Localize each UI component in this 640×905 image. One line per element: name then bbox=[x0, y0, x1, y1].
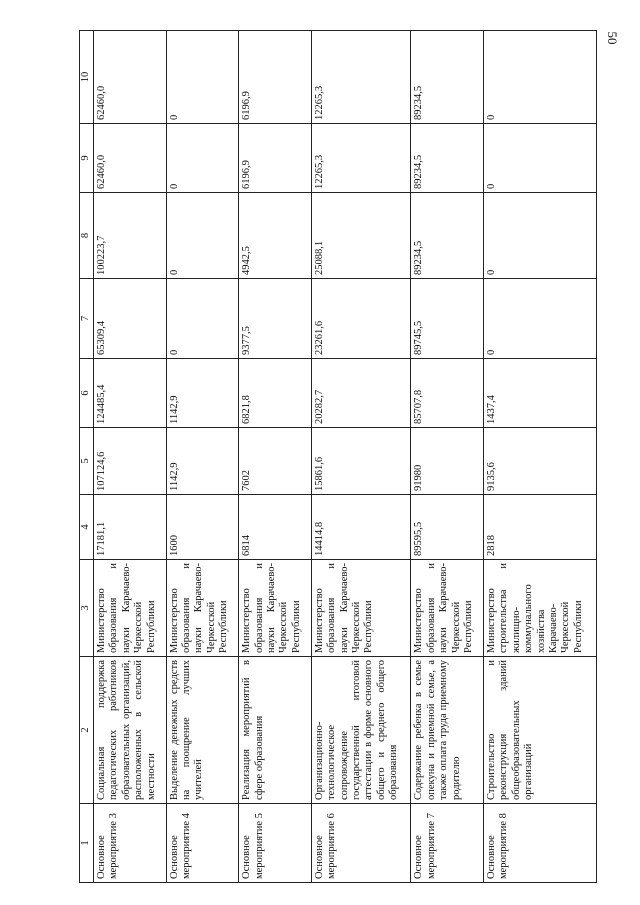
value-cell-col6: 1142,9 bbox=[166, 359, 239, 428]
value-cell-col5: 7602 bbox=[239, 428, 312, 495]
table-container bbox=[79, 31, 597, 883]
data-table bbox=[79, 30, 597, 883]
col-header-4: 4 bbox=[80, 495, 94, 560]
activity-name-cell: Основное мероприятие 3 bbox=[94, 804, 167, 883]
header-row bbox=[80, 31, 94, 883]
value-cell-col10: 0 bbox=[484, 31, 597, 124]
value-cell-col5: 9135,6 bbox=[484, 428, 597, 495]
table-row bbox=[484, 31, 597, 883]
responsible-executor-cell: Министерство образования и науки Карачаево-Черкесской Республики bbox=[311, 560, 411, 657]
value-cell-col9: 89234,5 bbox=[411, 124, 484, 193]
value-cell-col4: 2818 bbox=[484, 495, 597, 560]
col-header-8: 8 bbox=[80, 193, 94, 279]
col-header-6: 6 bbox=[80, 359, 94, 428]
page-number: 50 bbox=[605, 31, 620, 45]
value-cell-col8: 25088,1 bbox=[311, 193, 411, 279]
value-cell-col10: 6196,9 bbox=[239, 31, 312, 124]
value-cell-col7: 23261,6 bbox=[311, 279, 411, 359]
value-cell-col8: 89234,5 bbox=[411, 193, 484, 279]
responsible-executor-cell: Министерство строительства и жилищно-коммунального хозяйства Карачаево-Черкесской Республики bbox=[484, 560, 597, 657]
activity-description-cell: Организационно-технологическое сопровождение государственной итоговой аттестации в форме основного общего и среднего общего образования bbox=[311, 657, 411, 804]
table-row bbox=[166, 31, 239, 883]
table-row bbox=[311, 31, 411, 883]
value-cell-col5: 15861,6 bbox=[311, 428, 411, 495]
activity-description-cell: Выделение денежных средств на поощрение лучших учителей bbox=[166, 657, 239, 804]
rotated-table-frame bbox=[79, 31, 597, 883]
value-cell-col5: 1142,9 bbox=[166, 428, 239, 495]
value-cell-col7: 9377,5 bbox=[239, 279, 312, 359]
value-cell-col4: 6814 bbox=[239, 495, 312, 560]
value-cell-col10: 0 bbox=[166, 31, 239, 124]
activity-name-cell: Основное мероприятие 6 bbox=[311, 804, 411, 883]
value-cell-col6: 85707,8 bbox=[411, 359, 484, 428]
col-header-3: 3 bbox=[80, 560, 94, 657]
col-header-5: 5 bbox=[80, 428, 94, 495]
value-cell-col9: 62460,0 bbox=[94, 124, 167, 193]
col-header-1: 1 bbox=[80, 804, 94, 883]
table-row bbox=[411, 31, 484, 883]
value-cell-col7: 0 bbox=[166, 279, 239, 359]
activity-description-cell: Социальная поддержка педагогических работников образовательных организаций, расположенных в сельской местности bbox=[94, 657, 167, 804]
col-header-2: 2 bbox=[80, 657, 94, 804]
col-header-9: 9 bbox=[80, 124, 94, 193]
value-cell-col5: 107124,6 bbox=[94, 428, 167, 495]
value-cell-col6: 6821,8 bbox=[239, 359, 312, 428]
value-cell-col6: 124485,4 bbox=[94, 359, 167, 428]
value-cell-col8: 0 bbox=[484, 193, 597, 279]
activity-name-cell: Основное мероприятие 8 bbox=[484, 804, 597, 883]
table-row bbox=[94, 31, 167, 883]
value-cell-col10: 62460,0 bbox=[94, 31, 167, 124]
activity-name-cell: Основное мероприятие 4 bbox=[166, 804, 239, 883]
table-row bbox=[239, 31, 312, 883]
value-cell-col10: 12265,3 bbox=[311, 31, 411, 124]
responsible-executor-cell: Министерство образования и науки Карачаево-Черкесской Республики bbox=[411, 560, 484, 657]
value-cell-col8: 0 bbox=[166, 193, 239, 279]
value-cell-col9: 12265,3 bbox=[311, 124, 411, 193]
value-cell-col4: 14414,8 bbox=[311, 495, 411, 560]
responsible-executor-cell: Министерство образования и науки Карачаево-Черкесской Республики bbox=[166, 560, 239, 657]
activity-description-cell: Содержание ребенка в семье опекуна и приемной семье, а также оплата труда приемному родителю bbox=[411, 657, 484, 804]
value-cell-col9: 0 bbox=[166, 124, 239, 193]
activity-description-cell: Строительство и реконструкция зданий общеобразовательных организаций bbox=[484, 657, 597, 804]
activity-name-cell: Основное мероприятие 7 bbox=[411, 804, 484, 883]
value-cell-col5: 91980 bbox=[411, 428, 484, 495]
value-cell-col4: 17181,1 bbox=[94, 495, 167, 560]
value-cell-col7: 65309,4 bbox=[94, 279, 167, 359]
value-cell-col7: 89745,5 bbox=[411, 279, 484, 359]
value-cell-col9: 6196,9 bbox=[239, 124, 312, 193]
col-header-10: 10 bbox=[80, 31, 94, 124]
value-cell-col4: 1600 bbox=[166, 495, 239, 560]
responsible-executor-cell: Министерство образования и науки Карачаево-Черкесской Республики bbox=[239, 560, 312, 657]
responsible-executor-cell: Министерство образования и науки Карачаево-Черкесской Республики bbox=[94, 560, 167, 657]
value-cell-col6: 1437,4 bbox=[484, 359, 597, 428]
value-cell-col4: 89595,5 bbox=[411, 495, 484, 560]
value-cell-col6: 20282,7 bbox=[311, 359, 411, 428]
value-cell-col9: 0 bbox=[484, 124, 597, 193]
col-header-7: 7 bbox=[80, 279, 94, 359]
value-cell-col8: 100223,7 bbox=[94, 193, 167, 279]
value-cell-col8: 4942,5 bbox=[239, 193, 312, 279]
activity-description-cell: Реализация мероприятий в сфере образования bbox=[239, 657, 312, 804]
value-cell-col10: 89234,5 bbox=[411, 31, 484, 124]
value-cell-col7: 0 bbox=[484, 279, 597, 359]
activity-name-cell: Основное мероприятие 5 bbox=[239, 804, 312, 883]
